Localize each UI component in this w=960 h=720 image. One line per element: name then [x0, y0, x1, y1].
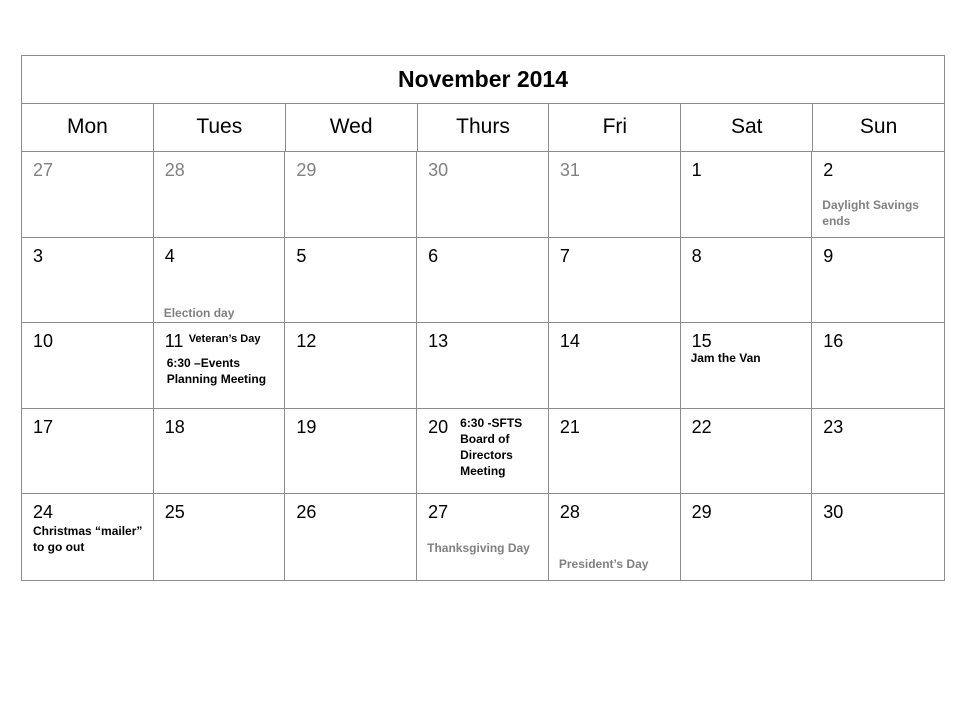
calendar-title: November 2014: [22, 56, 944, 104]
day-number: 9: [823, 245, 834, 266]
calendar: [21, 55, 945, 581]
day-cell: [681, 409, 813, 495]
day-cell: [154, 494, 286, 580]
weekday-header-mon: Mon: [22, 103, 154, 151]
day-number: 30: [823, 502, 844, 523]
day-cell: [417, 494, 549, 580]
day-number: 22: [691, 416, 712, 437]
day-number: 27: [33, 160, 54, 180]
day-number: 16: [823, 331, 844, 352]
day-number: 30: [428, 160, 449, 180]
day-cell: [812, 494, 944, 580]
day-cell: [417, 152, 549, 238]
day-cell: [22, 409, 154, 495]
day-cell: [681, 238, 813, 324]
day-cell: [285, 152, 417, 238]
day-number: 7: [559, 245, 570, 266]
weekday-header-thurs: Thurs: [418, 103, 550, 151]
day-cell: [154, 152, 286, 238]
event-veterans-day: Veteran’s Day: [188, 333, 261, 346]
day-cell: [681, 323, 813, 409]
day-cell: [549, 238, 681, 324]
day-number: 19: [296, 416, 317, 437]
day-cell: [285, 323, 417, 409]
day-cell: [812, 152, 944, 238]
day-number: 17: [33, 416, 54, 437]
day-cell: [812, 323, 944, 409]
day-number: 26: [296, 502, 317, 523]
day-number: 24: [33, 502, 54, 523]
day-number: 13: [428, 331, 449, 352]
event-christmas-mailer: Christmas “mailer” to go out: [33, 524, 143, 555]
day-number: 4: [164, 245, 175, 266]
day-number: 14: [559, 331, 580, 352]
day-cell: [285, 409, 417, 495]
calendar-grid: [22, 152, 944, 580]
day-number: 31: [559, 160, 580, 180]
weekday-header-wed: Wed: [286, 103, 418, 151]
day-cell: [549, 494, 681, 580]
weekday-header-fri: Fri: [549, 103, 681, 151]
day-number: 29: [296, 160, 317, 180]
day-number: 28: [164, 160, 185, 180]
day-cell: [812, 238, 944, 324]
day-cell: [285, 238, 417, 324]
day-number: 8: [691, 245, 702, 266]
event-thanksgiving-day: Thanksgiving Day: [427, 541, 530, 556]
day-cell: [285, 494, 417, 580]
day-cell: [154, 238, 286, 324]
day-cell: [22, 323, 154, 409]
day-cell: [154, 409, 286, 495]
weekday-header-sun: Sun: [859, 115, 898, 138]
event-daylight-savings-ends: Daylight Savings ends: [822, 198, 919, 228]
day-number: 21: [559, 416, 580, 437]
day-cell: [549, 323, 681, 409]
day-number: 25: [164, 502, 185, 523]
weekday-header-sat: Sat: [681, 103, 813, 151]
event-presidents-day: President’s Day: [558, 557, 649, 572]
day-number: 23: [823, 416, 844, 437]
day-cell: [22, 494, 154, 580]
day-number: 6: [428, 245, 439, 266]
day-cell: [154, 323, 286, 409]
day-cell: [549, 152, 681, 238]
day-number: 27: [428, 502, 449, 523]
day-cell: [812, 409, 944, 495]
day-cell: [681, 494, 813, 580]
day-number: 20: [428, 416, 449, 437]
event-sfts-board-meeting: 6:30 -SFTS Board of Directors Meeting: [460, 415, 523, 478]
day-cell: [417, 409, 549, 495]
event-election-day: Election day: [163, 305, 235, 320]
day-number: 1: [691, 160, 702, 180]
event-events-planning-meeting: 6:30 –Events Planning Meeting: [166, 356, 267, 387]
day-number: 5: [296, 245, 307, 266]
event-jam-the-van: Jam the Van: [690, 351, 761, 366]
day-cell: [417, 238, 549, 324]
day-number: 12: [296, 331, 317, 352]
day-cell: [22, 152, 154, 238]
weekday-header-tues: Tues: [154, 103, 286, 151]
day-number: 28: [559, 502, 580, 523]
day-number: 2: [823, 160, 834, 180]
day-number: 18: [164, 416, 185, 437]
day-number: 15: [691, 331, 712, 352]
day-number: 29: [691, 502, 712, 523]
weekday-header-row: [22, 103, 944, 152]
day-number: 10: [33, 331, 54, 352]
day-cell: [417, 323, 549, 409]
day-cell: [549, 409, 681, 495]
day-cell: [681, 152, 813, 238]
day-number: 11: [164, 331, 184, 352]
day-number: 3: [33, 245, 44, 266]
day-cell: [22, 238, 154, 324]
